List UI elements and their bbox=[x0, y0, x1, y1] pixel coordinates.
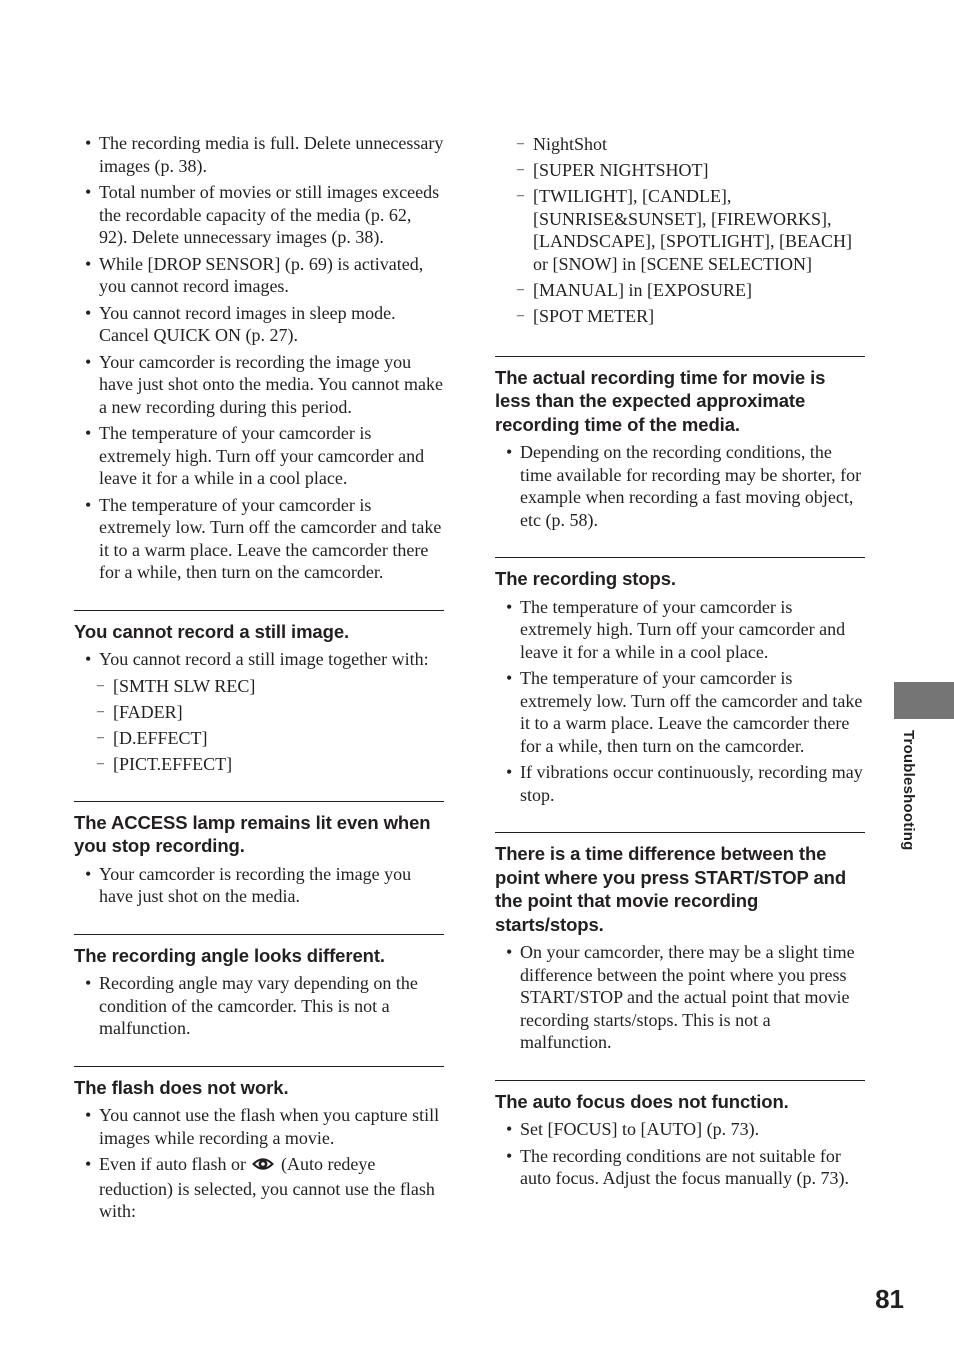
section-title: The recording angle looks different. bbox=[74, 944, 385, 966]
page-number: 81 bbox=[875, 1284, 904, 1314]
list-item: • Depending on the recording conditions, the time available for recording may be shorter, for example when recording a fast moving object, etc (p. 58). bbox=[495, 441, 865, 531]
list-item: • The temperature of your camcorder is extremely high. Turn off your camcorder and leave it for a while in a cool place. bbox=[74, 422, 444, 490]
dash-item: – [TWILIGHT], [CANDLE], [SUNRISE&SUNSET], [FIREWORKS], [LANDSCAPE], [SPOTLIGHT], [BEACH] or [SNOW] in [SCENE SELECTION] bbox=[495, 185, 865, 275]
list-item: • You cannot record a still image together with: bbox=[74, 648, 444, 671]
bullet-list bbox=[74, 1104, 444, 1223]
list-item: • You cannot use the flash when you capture still images while recording a movie. bbox=[74, 1104, 444, 1149]
list-item: • Set [FOCUS] to [AUTO] (p. 73). bbox=[495, 1118, 865, 1141]
list-item: • The temperature of your camcorder is extremely low. Turn off the camcorder and take it to a warm place. Leave the camcorder there for a while, then turn on the camcorder. bbox=[74, 494, 444, 584]
bullet-list bbox=[495, 1118, 865, 1190]
dash-item: – [SPOT METER] bbox=[495, 305, 865, 328]
section-time-difference bbox=[495, 832, 865, 1054]
bullet-list bbox=[74, 863, 444, 908]
list-item: • You cannot record images in sleep mode. Cancel QUICK ON (p. 27). bbox=[74, 302, 444, 347]
dash-item: – [MANUAL] in [EXPOSURE] bbox=[495, 279, 865, 302]
list-item: • Total number of movies or still images exceeds the recordable capacity of the media (p. 62, 92). Delete unnecessary images (p. 38). bbox=[74, 181, 444, 249]
dash-item: – [FADER] bbox=[74, 701, 444, 724]
section-title: The recording stops. bbox=[495, 568, 676, 589]
flash-text-after: (Auto redeye reduction) is selected, you cannot use the flash with: bbox=[99, 1154, 435, 1221]
list-item: • The recording media is full. Delete unnecessary images (p. 38). bbox=[74, 132, 444, 177]
dash-item: – [D.EFFECT] bbox=[74, 727, 444, 750]
section-title: You cannot record a still image. bbox=[74, 620, 350, 642]
bullet-list bbox=[74, 648, 444, 671]
section-auto-focus bbox=[495, 1080, 865, 1190]
list-item: • Your camcorder is recording the image you have just shot on the media. bbox=[74, 863, 444, 908]
list-item: • While [DROP SENSOR] (p. 69) is activated, you cannot record images. bbox=[74, 253, 444, 298]
side-tab-label: Troubleshooting bbox=[900, 730, 917, 851]
list-item: • On your camcorder, there may be a slight time difference between the point where you press START/STOP and the actual point that movie recording starts/stops. This is not a malfunction. bbox=[495, 941, 865, 1054]
list-item: • The recording conditions are not suitable for auto focus. Adjust the focus manually (p. 73). bbox=[495, 1145, 865, 1190]
section-title: There is a time difference between the point where you press START/STOP and the point that movie recording starts/stops. bbox=[495, 843, 847, 935]
bullet-list bbox=[74, 972, 444, 1040]
continued-dash-list bbox=[495, 133, 865, 327]
section-recording-angle bbox=[74, 934, 444, 1040]
section-flash bbox=[74, 1066, 444, 1223]
left-column bbox=[74, 132, 444, 1227]
bullet-list bbox=[495, 441, 865, 531]
right-column bbox=[495, 132, 865, 1194]
dash-item: – [SUPER NIGHTSHOT] bbox=[495, 159, 865, 182]
section-access-lamp bbox=[74, 801, 444, 908]
list-item: • Your camcorder is recording the image you have just shot onto the media. You cannot make a new recording during this period. bbox=[74, 351, 444, 419]
list-item: • The temperature of your camcorder is extremely low. Turn off the camcorder and take it to a warm place. Leave the camcorder there for a while, then turn on the camcorder. bbox=[495, 667, 865, 757]
section-title: The flash does not work. bbox=[74, 1076, 289, 1098]
dash-item: – [SMTH SLW REC] bbox=[74, 675, 444, 698]
section-still-image bbox=[74, 610, 444, 776]
section-recording-stops bbox=[495, 557, 865, 806]
dash-item: – NightShot bbox=[495, 133, 865, 156]
red-eye-icon bbox=[252, 1155, 274, 1178]
dash-list bbox=[74, 675, 444, 776]
list-item bbox=[74, 1153, 444, 1223]
bullet-list bbox=[495, 596, 865, 807]
side-tab-marker bbox=[894, 682, 954, 719]
list-item: • Recording angle may vary depending on the condition of the camcorder. This is not a malfunction. bbox=[74, 972, 444, 1040]
list-item: • If vibrations occur continuously, recording may stop. bbox=[495, 761, 865, 806]
bullet-list bbox=[495, 941, 865, 1054]
flash-text-before: Even if auto flash or bbox=[99, 1154, 246, 1174]
section-recording-time bbox=[495, 356, 865, 532]
dash-item: – [PICT.EFFECT] bbox=[74, 753, 444, 776]
section-title: The auto focus does not function. bbox=[495, 1090, 789, 1112]
section-title: The actual recording time for movie is less than the expected approximate recording time of the media. bbox=[495, 366, 826, 435]
intro-bullet-list bbox=[74, 132, 444, 584]
section-title: The ACCESS lamp remains lit even when you stop recording. bbox=[74, 811, 431, 856]
list-item: • The temperature of your camcorder is extremely high. Turn off your camcorder and leave it for a while in a cool place. bbox=[495, 596, 865, 664]
